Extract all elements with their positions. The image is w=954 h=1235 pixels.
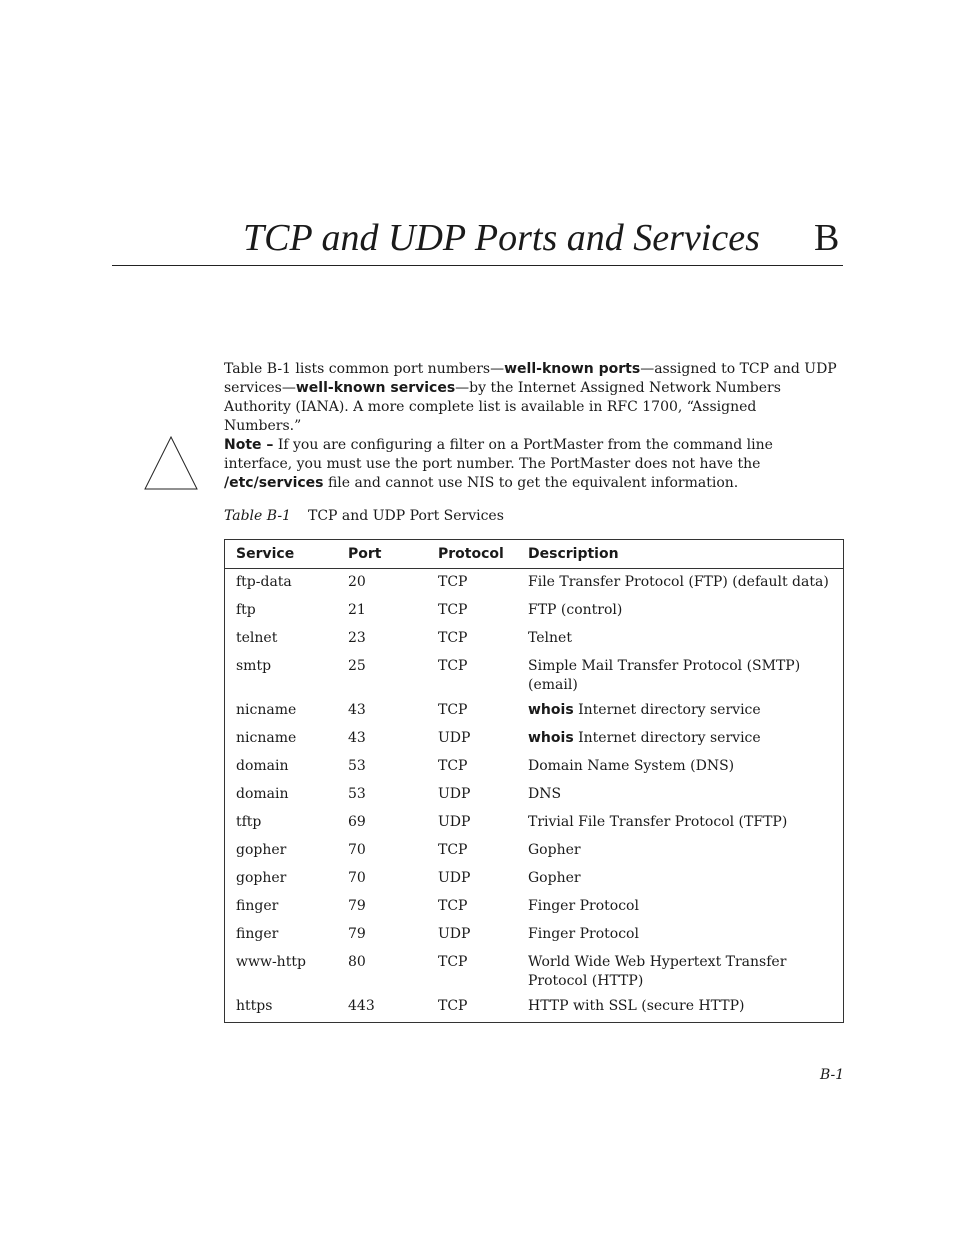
- protocol-cell: TCP: [438, 998, 468, 1014]
- description-text: Telnet: [528, 630, 572, 646]
- service-cell: finger: [236, 898, 279, 914]
- description-text: Internet directory service: [573, 730, 761, 746]
- table-row: [225, 569, 843, 599]
- table-row: [225, 994, 843, 1022]
- description-text: Trivial File Transfer Protocol (TFTP): [528, 814, 788, 830]
- table-row: [225, 726, 843, 754]
- port-cell: 23: [348, 630, 366, 646]
- description-text: DNS: [528, 786, 562, 802]
- port-cell: 20: [348, 574, 366, 590]
- description-text: Gopher: [528, 842, 581, 858]
- description-cell: [517, 922, 843, 950]
- table-row: [225, 698, 843, 726]
- service-cell: domain: [236, 758, 289, 774]
- port-cell: 69: [348, 814, 366, 830]
- service-cell: www-http: [236, 954, 306, 970]
- description-cell: [517, 782, 843, 810]
- table-row: [225, 922, 843, 950]
- description-text: Simple Mail Transfer Protocol (SMTP) (email): [528, 658, 801, 693]
- title-rule: [112, 265, 843, 266]
- intro-term-well-known-services: well-known services: [295, 380, 456, 396]
- description-text: World Wide Web Hypertext Transfer Protocol (HTTP): [528, 954, 787, 989]
- header-service: Service: [225, 540, 337, 569]
- table-row: [225, 598, 843, 626]
- protocol-cell: TCP: [438, 658, 468, 674]
- service-cell: tftp: [236, 814, 262, 830]
- intro-text-3: —by the Internet Assigned Network Numbers Authority (IANA). A more complete list is available in RFC 1700, “Assigned Numbers.”: [224, 380, 781, 434]
- protocol-cell: TCP: [438, 898, 468, 914]
- description-text: HTTP with SSL (secure HTTP): [528, 998, 745, 1014]
- description-cell: [517, 754, 843, 782]
- protocol-cell: TCP: [438, 630, 468, 646]
- table-row: [225, 654, 843, 698]
- port-cell: 70: [348, 842, 366, 858]
- protocol-cell: TCP: [438, 758, 468, 774]
- port-cell: 79: [348, 926, 366, 942]
- description-cell: [517, 838, 843, 866]
- intro-text-2: —assigned to TCP and UDP services—: [224, 361, 837, 396]
- table-caption-text: TCP and UDP Port Services: [308, 508, 504, 524]
- table-row: [225, 782, 843, 810]
- caution-triangle-icon: [144, 436, 198, 490]
- chapter-title: TCP and UDP Ports and Services: [243, 217, 760, 259]
- page-number: B-1: [820, 1067, 845, 1083]
- service-cell: ftp-data: [236, 574, 292, 590]
- port-cell: 80: [348, 954, 366, 970]
- table-caption-label: Table B-1: [224, 508, 291, 524]
- port-cell: 443: [348, 998, 375, 1014]
- port-cell: 53: [348, 758, 366, 774]
- description-command: whois: [528, 702, 574, 718]
- intro-term-well-known-ports: well-known ports: [504, 361, 641, 377]
- protocol-cell: UDP: [438, 926, 471, 942]
- port-cell: 70: [348, 870, 366, 886]
- description-text: Gopher: [528, 870, 581, 886]
- table-row: [225, 894, 843, 922]
- protocol-cell: TCP: [438, 702, 468, 718]
- table-row: [225, 866, 843, 894]
- service-cell: nicname: [236, 730, 297, 746]
- intro-paragraph: [224, 360, 838, 436]
- description-cell: [517, 810, 843, 838]
- header-description: Description: [517, 540, 843, 569]
- table-row: [225, 810, 843, 838]
- note-path: /etc/services: [224, 475, 324, 491]
- description-cell: [517, 866, 843, 894]
- header-port: Port: [337, 540, 427, 569]
- description-cell: [517, 598, 843, 626]
- port-cell: 21: [348, 602, 366, 618]
- note-label: Note –: [224, 437, 274, 453]
- description-cell: [517, 994, 843, 1022]
- note-text-1: If you are configuring a filter on a PortMaster from the command line interface, you must use the port number. The PortMaster does not have the: [224, 437, 773, 472]
- table-body: [225, 569, 843, 1023]
- protocol-cell: UDP: [438, 814, 471, 830]
- port-cell: 43: [348, 702, 366, 718]
- port-services-table: [224, 539, 844, 1023]
- intro-text-1: Table B-1 lists common port numbers—: [224, 361, 505, 377]
- description-text: FTP (control): [528, 602, 623, 618]
- description-cell: [517, 654, 843, 698]
- protocol-cell: UDP: [438, 786, 471, 802]
- protocol-cell: TCP: [438, 602, 468, 618]
- table-row: [225, 626, 843, 654]
- port-cell: 53: [348, 786, 366, 802]
- description-cell: [517, 950, 843, 994]
- protocol-cell: TCP: [438, 954, 468, 970]
- service-cell: telnet: [236, 630, 278, 646]
- table-row: [225, 838, 843, 866]
- service-cell: gopher: [236, 842, 287, 858]
- service-cell: smtp: [236, 658, 272, 674]
- description-text: File Transfer Protocol (FTP) (default data): [528, 574, 829, 590]
- description-command: whois: [528, 730, 574, 746]
- service-cell: ftp: [236, 602, 256, 618]
- description-cell: [517, 569, 843, 599]
- service-cell: domain: [236, 786, 289, 802]
- table-caption: [224, 507, 504, 526]
- table-header-row: [225, 540, 843, 569]
- header-protocol: Protocol: [427, 540, 517, 569]
- service-cell: gopher: [236, 870, 287, 886]
- note-paragraph: [224, 436, 838, 493]
- description-cell: [517, 626, 843, 654]
- service-cell: https: [236, 998, 273, 1014]
- table-row: [225, 754, 843, 782]
- port-cell: 43: [348, 730, 366, 746]
- protocol-cell: UDP: [438, 730, 471, 746]
- description-text: Finger Protocol: [528, 898, 639, 914]
- port-cell: 25: [348, 658, 366, 674]
- description-cell: [517, 894, 843, 922]
- description-cell: [517, 698, 843, 726]
- note-text-2: file and cannot use NIS to get the equivalent information.: [323, 475, 739, 491]
- chapter-letter: B: [814, 217, 840, 259]
- service-cell: nicname: [236, 702, 297, 718]
- description-text: Domain Name System (DNS): [528, 758, 735, 774]
- description-text: Finger Protocol: [528, 926, 639, 942]
- protocol-cell: TCP: [438, 842, 468, 858]
- description-text: Internet directory service: [573, 702, 761, 718]
- protocol-cell: UDP: [438, 870, 471, 886]
- port-cell: 79: [348, 898, 366, 914]
- table-row: [225, 950, 843, 994]
- description-cell: [517, 726, 843, 754]
- service-cell: finger: [236, 926, 279, 942]
- protocol-cell: TCP: [438, 574, 468, 590]
